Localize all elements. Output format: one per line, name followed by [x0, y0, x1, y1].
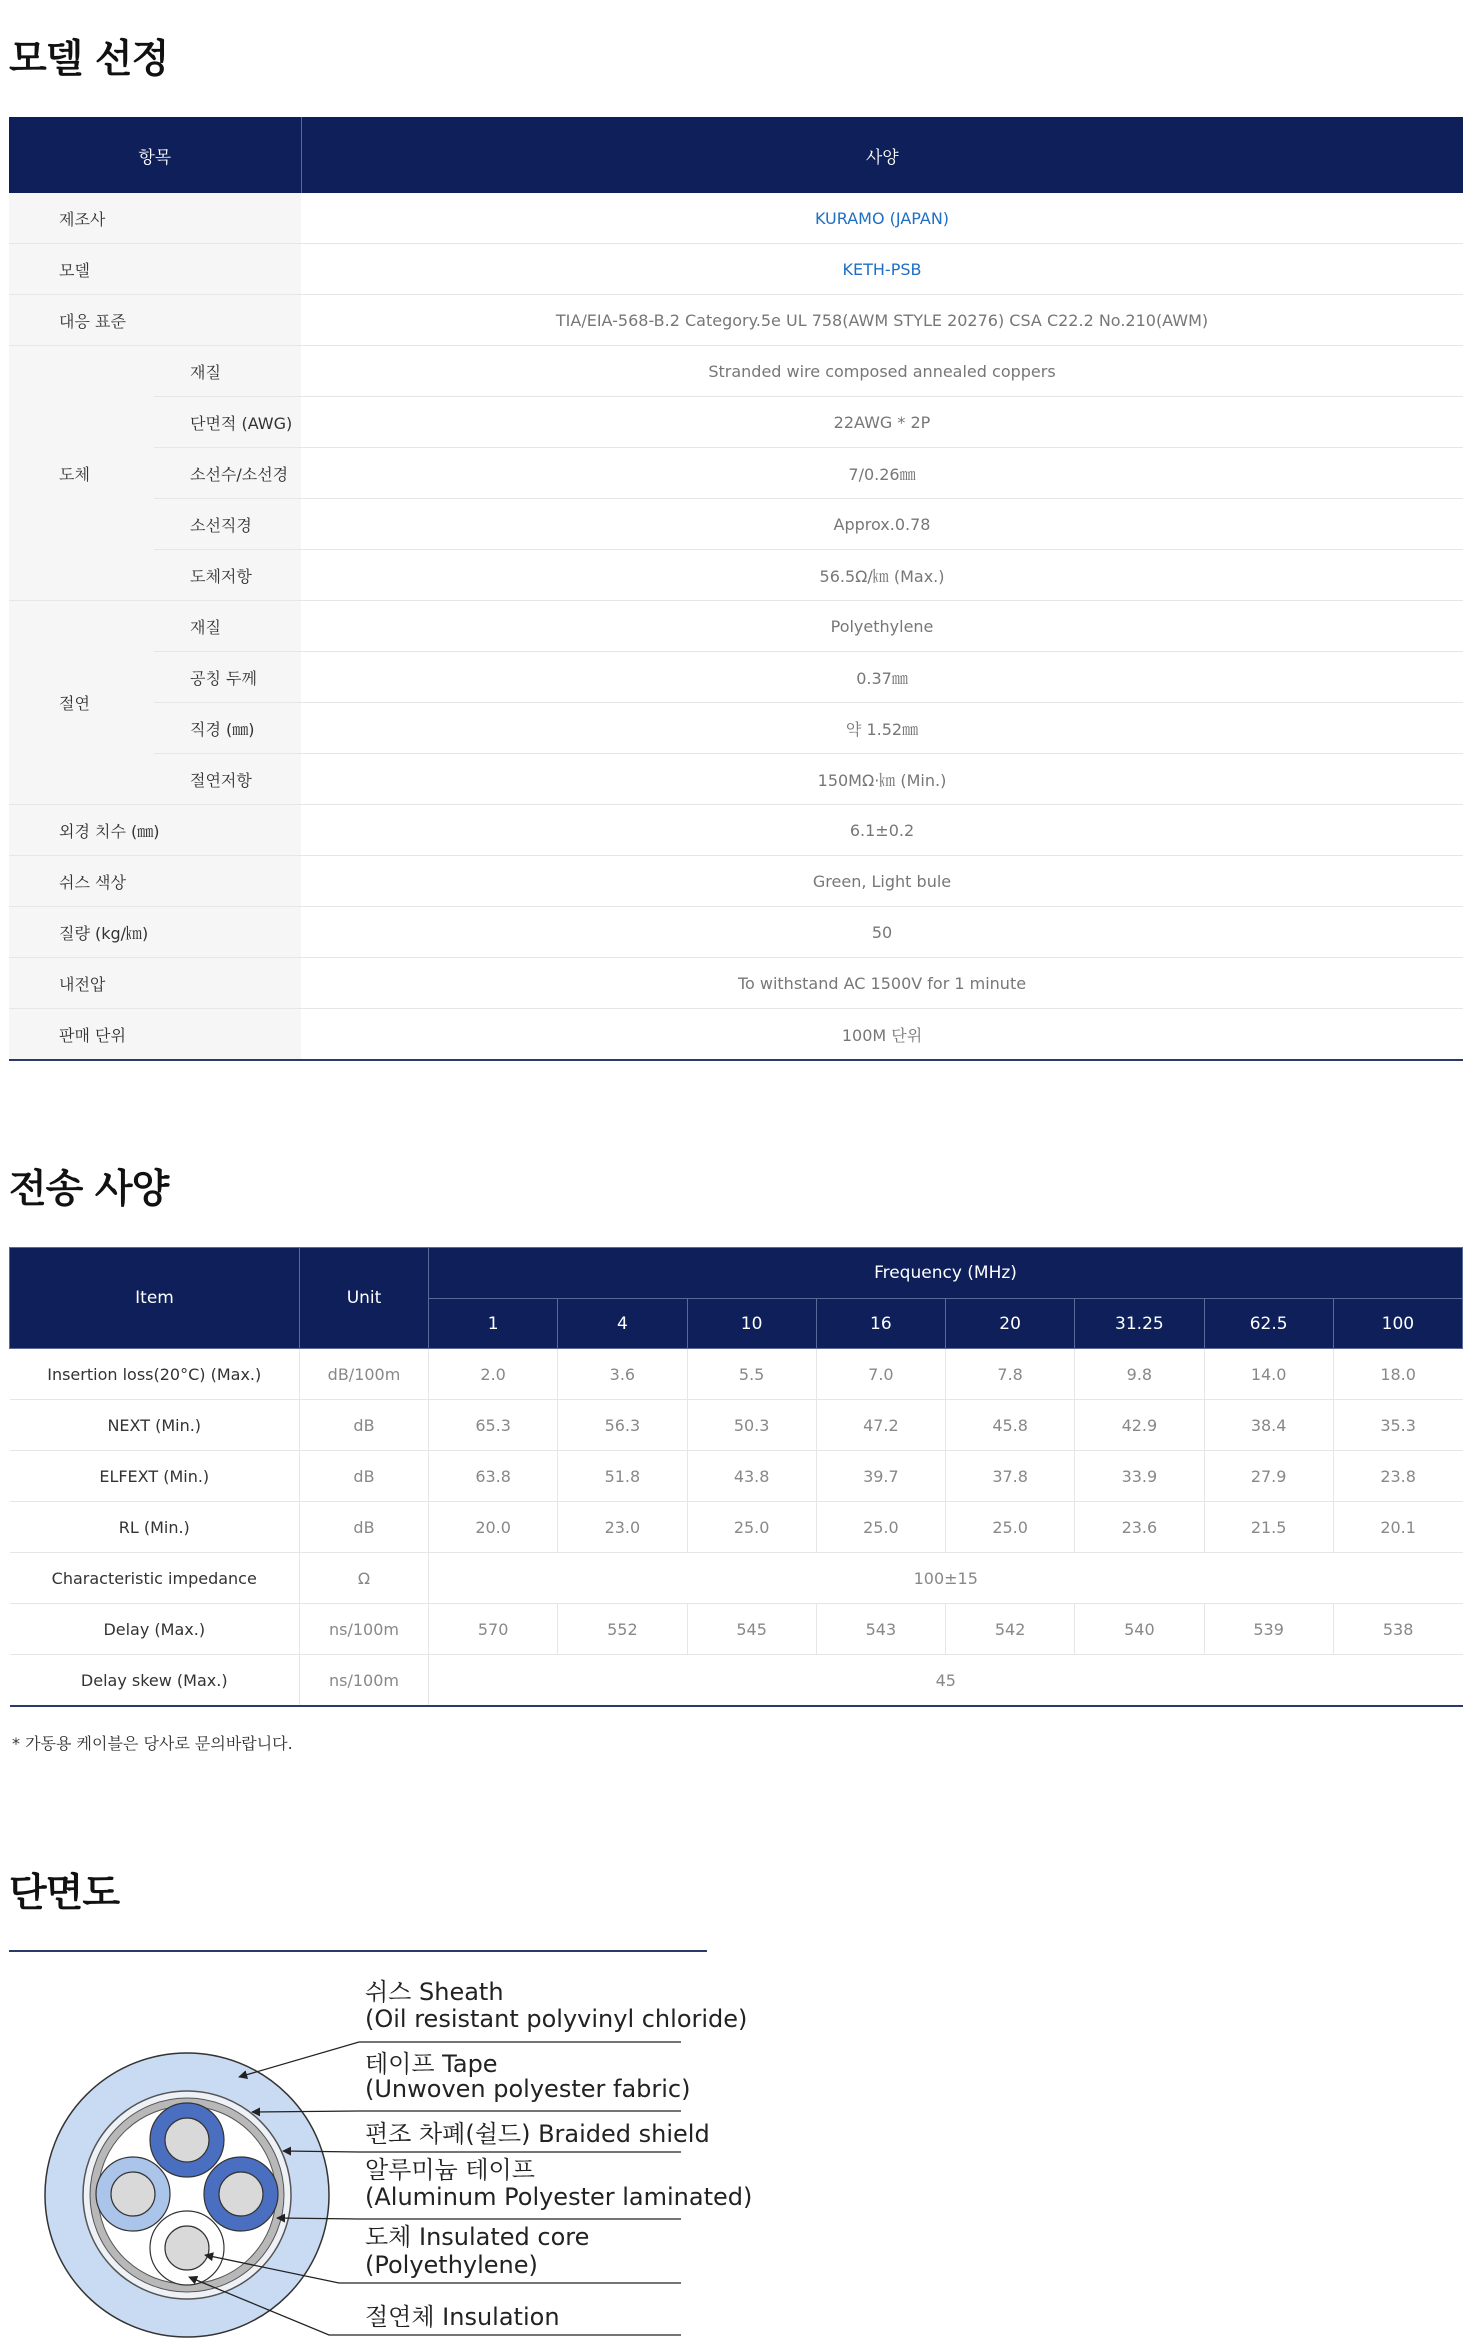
trans-value-cell: 545 — [687, 1604, 816, 1655]
trans-value-cell: 20.1 — [1333, 1502, 1462, 1553]
spec-value: 150MΩ·㎞ (Min.) — [301, 754, 1463, 805]
trans-value-cell: 7.8 — [946, 1349, 1075, 1400]
spec-sublabel: 직경 (㎜) — [154, 703, 301, 754]
label-braided-shield: 편조 차폐(쉴드) Braided shield — [365, 2120, 710, 2148]
trans-item-cell: NEXT (Min.) — [10, 1400, 300, 1451]
trans-unit-cell: Ω — [300, 1553, 429, 1604]
trans-item-cell: Delay (Max.) — [10, 1604, 300, 1655]
label-aluminum-tape: 알루미늄 테이프 — [365, 2156, 535, 2184]
label-sheath: 쉬스 Sheath — [365, 1978, 504, 2006]
spec-label: 판매 단위 — [9, 1009, 301, 1061]
spec-table — [9, 117, 1463, 1061]
trans-value-cell: 23.8 — [1333, 1451, 1462, 1502]
trans-item-cell: RL (Min.) — [10, 1502, 300, 1553]
trans-value-cell: 42.9 — [1075, 1400, 1204, 1451]
table-row — [9, 193, 1463, 244]
trans-value-cell: 18.0 — [1333, 1349, 1462, 1400]
trans-value-cell: 542 — [946, 1604, 1075, 1655]
table-row — [9, 754, 1463, 805]
insulation-group-label: 절연 — [9, 601, 154, 805]
spec-value: Green, Light bule — [301, 856, 1463, 907]
trans-value-cell: 14.0 — [1204, 1349, 1333, 1400]
label-insulated-core: 도체 Insulated core — [365, 2223, 590, 2251]
trans-value-cell: 39.7 — [816, 1451, 945, 1502]
section-title-model: 모델 선정 — [9, 37, 169, 82]
spec-value: 0.37㎜ — [301, 652, 1463, 703]
trans-value-cell: 38.4 — [1204, 1400, 1333, 1451]
trans-value-cell: 25.0 — [946, 1502, 1075, 1553]
spec-header-spec: 사양 — [301, 117, 1463, 193]
leader-tape — [252, 2111, 681, 2112]
label-insulated-core-detail: (Polyethylene) — [365, 2251, 538, 2279]
spec-label: 내전압 — [9, 958, 301, 1009]
trans-unit-cell: dB — [300, 1400, 429, 1451]
trans-value-cell: 539 — [1204, 1604, 1333, 1655]
trans-value-cell: 27.9 — [1204, 1451, 1333, 1502]
trans-header-item: Item — [10, 1248, 300, 1349]
table-row — [10, 1604, 1463, 1655]
spec-sublabel: 재질 — [154, 346, 301, 397]
trans-unit-cell: dB/100m — [300, 1349, 429, 1400]
spec-sublabel: 도체저항 — [154, 550, 301, 601]
divider — [9, 1950, 707, 1952]
trans-value-cell: 65.3 — [429, 1400, 558, 1451]
table-row — [9, 550, 1463, 601]
table-row — [10, 1502, 1463, 1553]
spec-value: 100M 단위 — [301, 1009, 1463, 1061]
freq-header: 100 — [1333, 1299, 1462, 1349]
trans-value-cell: 25.0 — [687, 1502, 816, 1553]
spec-value: Polyethylene — [301, 601, 1463, 652]
trans-value-cell: 37.8 — [946, 1451, 1075, 1502]
spec-value: 22AWG * 2P — [301, 397, 1463, 448]
trans-item-cell: Delay skew (Max.) — [10, 1655, 300, 1707]
table-row — [10, 1349, 1463, 1400]
freq-header: 1 — [429, 1299, 558, 1349]
trans-value-cell: 63.8 — [429, 1451, 558, 1502]
table-row — [9, 703, 1463, 754]
section-title-transmission: 전송 사양 — [9, 1167, 169, 1212]
trans-value-cell: 35.3 — [1333, 1400, 1462, 1451]
spec-label: 모델 — [9, 244, 301, 295]
trans-value-cell: 3.6 — [558, 1349, 687, 1400]
spec-label: 쉬스 색상 — [9, 856, 301, 907]
spec-label: 질량 (kg/㎞) — [9, 907, 301, 958]
trans-value-cell: 20.0 — [429, 1502, 558, 1553]
table-row — [9, 397, 1463, 448]
spec-label: 외경 치수 (㎜) — [9, 805, 301, 856]
table-row — [9, 907, 1463, 958]
trans-value-cell: 47.2 — [816, 1400, 945, 1451]
trans-unit-cell: dB — [300, 1451, 429, 1502]
spec-label: 제조사 — [9, 193, 301, 244]
freq-header: 62.5 — [1204, 1299, 1333, 1349]
trans-value-cell: 45.8 — [946, 1400, 1075, 1451]
table-row — [9, 652, 1463, 703]
freq-header: 31.25 — [1075, 1299, 1204, 1349]
spec-value: 6.1±0.2 — [301, 805, 1463, 856]
trans-value-cell: 43.8 — [687, 1451, 816, 1502]
table-row — [10, 1400, 1463, 1451]
cable-note: * 가동용 케이블은 당사로 문의바랍니다. — [12, 1734, 293, 1753]
spec-value: Approx.0.78 — [301, 499, 1463, 550]
spec-value: TIA/EIA-568-B.2 Category.5e UL 758(AWM STYLE 20276) CSA C22.2 No.210(AWM) — [301, 295, 1463, 346]
freq-header: 10 — [687, 1299, 816, 1349]
spec-value: 56.5Ω/㎞ (Max.) — [301, 550, 1463, 601]
spec-sublabel: 절연저항 — [154, 754, 301, 805]
label-sheath-detail: (Oil resistant polyvinyl chloride) — [365, 2005, 748, 2033]
trans-unit-cell: dB — [300, 1502, 429, 1553]
label-aluminum-tape-detail: (Aluminum Polyester laminated) — [365, 2183, 753, 2211]
table-row — [9, 499, 1463, 550]
trans-unit-cell: ns/100m — [300, 1604, 429, 1655]
conductor-right — [219, 2172, 263, 2216]
trans-value-cell: 21.5 — [1204, 1502, 1333, 1553]
trans-value-cell: 23.0 — [558, 1502, 687, 1553]
table-row — [10, 1553, 1463, 1604]
trans-value-cell: 56.3 — [558, 1400, 687, 1451]
table-row — [9, 244, 1463, 295]
spec-value: To withstand AC 1500V for 1 minute — [301, 958, 1463, 1009]
table-row — [9, 295, 1463, 346]
trans-value-cell: 538 — [1333, 1604, 1462, 1655]
freq-header: 4 — [558, 1299, 687, 1349]
table-row — [9, 856, 1463, 907]
trans-item-cell: Insertion loss(20°C) (Max.) — [10, 1349, 300, 1400]
label-tape: 테이프 Tape — [365, 2050, 498, 2078]
trans-value-cell: 23.6 — [1075, 1502, 1204, 1553]
trans-value-cell: 7.0 — [816, 1349, 945, 1400]
trans-value-cell: 2.0 — [429, 1349, 558, 1400]
leader-braided-shield — [283, 2151, 681, 2152]
label-tape-detail: (Unwoven polyester fabric) — [365, 2075, 691, 2103]
trans-value-cell: 570 — [429, 1604, 558, 1655]
conductor-bottom — [165, 2226, 209, 2270]
table-row — [9, 346, 1463, 397]
leader-aluminum-tape — [277, 2218, 681, 2219]
spec-sublabel: 공칭 두께 — [154, 652, 301, 703]
spec-label: 대응 표준 — [9, 295, 301, 346]
table-row — [10, 1655, 1463, 1707]
table-row — [9, 1009, 1463, 1061]
trans-value-cell: 552 — [558, 1604, 687, 1655]
trans-header-unit: Unit — [300, 1248, 429, 1349]
section-title-cross-section: 단면도 — [9, 1871, 120, 1916]
label-insulation: 절연체 Insulation — [365, 2303, 560, 2331]
cable-cross-section-diagram — [9, 1955, 753, 2339]
trans-value-cell: 540 — [1075, 1604, 1204, 1655]
trans-value-cell: 5.5 — [687, 1349, 816, 1400]
spec-value: 약 1.52㎜ — [301, 703, 1463, 754]
manufacturer-link[interactable]: KURAMO (JAPAN) — [301, 193, 1463, 244]
table-row — [10, 1451, 1463, 1502]
spec-value: 7/0.26㎜ — [301, 448, 1463, 499]
trans-value-cell: 25.0 — [816, 1502, 945, 1553]
model-link[interactable]: KETH-PSB — [301, 244, 1463, 295]
trans-item-cell: Characteristic impedance — [10, 1553, 300, 1604]
trans-unit-cell: ns/100m — [300, 1655, 429, 1707]
trans-item-cell: ELFEXT (Min.) — [10, 1451, 300, 1502]
conductor-top — [165, 2118, 209, 2162]
table-row — [9, 448, 1463, 499]
trans-value-cell: 543 — [816, 1604, 945, 1655]
transmission-table — [9, 1247, 1463, 1707]
freq-header: 16 — [816, 1299, 945, 1349]
trans-merged-value-cell: 45 — [429, 1655, 1463, 1707]
trans-value-cell: 50.3 — [687, 1400, 816, 1451]
table-row — [9, 958, 1463, 1009]
spec-value: 50 — [301, 907, 1463, 958]
spec-sublabel: 소선수/소선경 — [154, 448, 301, 499]
trans-value-cell: 33.9 — [1075, 1451, 1204, 1502]
table-row — [9, 805, 1463, 856]
trans-merged-value-cell: 100±15 — [429, 1553, 1463, 1604]
conductor-left — [111, 2172, 155, 2216]
trans-header-frequency: Frequency (MHz) — [429, 1248, 1463, 1299]
freq-header: 20 — [946, 1299, 1075, 1349]
spec-sublabel: 단면적 (AWG) — [154, 397, 301, 448]
spec-sublabel: 소선직경 — [154, 499, 301, 550]
table-row — [9, 601, 1463, 652]
spec-header-item: 항목 — [9, 117, 301, 193]
conductor-group-label: 도체 — [9, 346, 154, 601]
trans-value-cell: 51.8 — [558, 1451, 687, 1502]
trans-value-cell: 9.8 — [1075, 1349, 1204, 1400]
spec-sublabel: 재질 — [154, 601, 301, 652]
spec-value: Stranded wire composed annealed coppers — [301, 346, 1463, 397]
